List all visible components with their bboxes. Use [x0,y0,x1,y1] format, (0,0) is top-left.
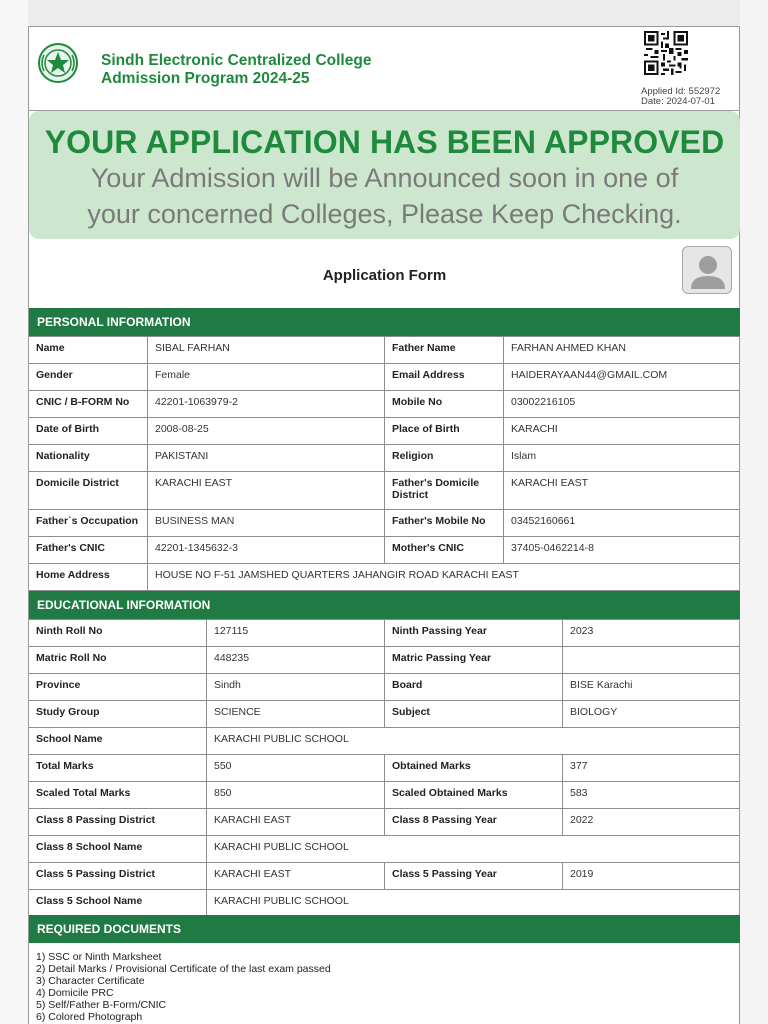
field-label: Religion [385,445,504,471]
table-row [29,418,740,445]
program-title-line2: Admission Program 2024-25 [101,70,310,87]
table-row [29,755,740,782]
form-title: Application Form [322,267,447,284]
field-label: CNIC / B-FORM No [29,391,148,417]
field-value: 583 [570,787,588,799]
field-label: Study Group [29,701,207,727]
field-label: Class 8 Passing District [29,809,207,835]
field-label: Class 5 Passing District [29,863,207,889]
field-label: Father's CNIC [29,537,148,563]
field-label: Place of Birth [385,418,504,444]
field-label: Father's Domicile District [385,472,504,509]
required-documents-list [29,939,740,1023]
table-row [29,564,740,591]
approval-message-line1: Your Admission will be Announced soon in one of [90,163,679,193]
field-value: KARACHI [511,423,558,435]
field-label: Ninth Roll No [29,620,207,646]
field-value: 127115 [207,620,385,646]
approval-banner [29,111,740,239]
field-value: 2023 [570,625,594,637]
table-row [29,809,740,836]
field-label: Class 5 School Name [29,890,207,916]
field-value: SCIENCE [207,701,385,727]
field-label: Class 8 Passing Year [385,809,563,835]
field-value: Sindh [207,674,385,700]
field-value: PAKISTANI [148,445,385,471]
program-title [101,52,371,88]
field-value: KARACHI EAST [207,809,385,835]
list-item: 5) Self/Father B-Form/CNIC [36,999,167,1011]
list-item: 3) Character Certificate [36,975,145,987]
field-value: 2022 [570,814,594,826]
field-label: Matric Roll No [29,647,207,673]
field-value: 550 [207,755,385,781]
field-label: Father`s Occupation [29,510,148,536]
table-row [29,364,740,391]
table-row [29,337,740,364]
table-row [29,537,740,564]
field-value: 377 [570,760,588,772]
field-label: Date of Birth [29,418,148,444]
field-label: Matric Passing Year [385,647,563,673]
table-row [29,701,740,728]
application-sheet [28,26,740,1024]
field-label: Scaled Obtained Marks [385,782,563,808]
table-row [29,836,740,863]
list-item: 1) SSC or Ninth Marksheet [36,951,162,963]
field-value [563,647,740,673]
field-value: 03002216105 [511,396,576,408]
field-label: Mobile No [385,391,504,417]
approval-message-line2: your concerned Colleges, Please Keep Checking. [87,199,682,229]
field-label: Class 8 School Name [29,836,207,862]
field-label: Board [385,674,563,700]
table-row [29,782,740,809]
user-placeholder-icon [682,246,732,294]
personal-info-heading: PERSONAL INFORMATION [29,308,740,336]
field-label: Gender [29,364,148,390]
field-value: KARACHI EAST [511,477,589,489]
table-row [29,863,740,890]
table-row [29,647,740,674]
field-value: KARACHI EAST [207,863,385,889]
table-row [29,620,740,647]
field-label: Home Address [29,564,148,590]
educational-info-heading: EDUCATIONAL INFORMATION [29,591,740,619]
field-value: 03452160661 [511,515,576,527]
personal-info-table [29,336,740,591]
field-label: Subject [385,701,563,727]
field-value: 448235 [207,647,385,673]
program-title-line1: Sindh Electronic Centralized College [101,52,372,69]
sindh-emblem-icon [36,41,80,85]
field-value: 2008-08-25 [148,418,385,444]
left-margin [0,0,28,1024]
field-label: Province [29,674,207,700]
qr-code-icon [644,31,688,75]
field-label: Name [29,337,148,363]
field-value: BUSINESS MAN [148,510,385,536]
table-row [29,890,740,917]
field-value: HOUSE NO F-51 JAMSHED QUARTERS JAHANGIR ROAD KARACHI EAST [155,569,519,581]
field-label: Email Address [385,364,504,390]
table-row [29,391,740,418]
field-label: Nationality [29,445,148,471]
field-label: School Name [29,728,207,754]
list-item: 6) Colored Photograph [36,1011,143,1023]
field-label: Domicile District [29,472,148,509]
field-label: Mother's CNIC [385,537,504,563]
field-label: Obtained Marks [385,755,563,781]
field-label: Father's Mobile No [385,510,504,536]
list-item: 4) Domicile PRC [36,987,114,999]
field-value: BIOLOGY [570,706,618,718]
approval-title: YOUR APPLICATION HAS BEEN APPROVED [44,124,725,160]
table-row [29,472,740,510]
table-row [29,728,740,755]
field-value: Islam [511,450,537,462]
table-row [29,510,740,537]
field-value: BISE Karachi [570,679,633,691]
field-label: Scaled Total Marks [29,782,207,808]
field-value: 850 [207,782,385,808]
table-row [29,445,740,472]
field-label: Father Name [385,337,504,363]
field-value: KARACHI EAST [148,472,385,509]
header [29,27,739,111]
field-value: 42201-1345632-3 [148,537,385,563]
field-value: 42201-1063979-2 [148,391,385,417]
field-value: KARACHI PUBLIC SCHOOL [214,733,349,745]
field-label: Ninth Passing Year [385,620,563,646]
field-label: Class 5 Passing Year [385,863,563,889]
field-value: 37405-0462214-8 [511,542,594,554]
field-value: HAIDERAYAAN44@GMAIL.COM [511,369,668,381]
field-value: FARHAN AHMED KHAN [511,342,626,354]
field-value: Female [148,364,385,390]
table-row [29,674,740,701]
application-date: Date: 2024-07-01 [641,96,715,107]
field-value: KARACHI PUBLIC SCHOOL [214,841,349,853]
field-value: SIBAL FARHAN [148,337,385,363]
list-item: 2) Detail Marks / Provisional Certificate of the last exam passed [36,963,331,975]
application-meta [641,87,720,107]
right-margin [740,0,768,1024]
field-label: Total Marks [29,755,207,781]
applied-id: Applied Id: 552972 [641,86,721,97]
field-value: 2019 [570,868,594,880]
required-documents-heading: REQUIRED DOCUMENTS [29,915,740,943]
educational-info-table [29,619,740,917]
field-value: KARACHI PUBLIC SCHOOL [214,895,349,907]
